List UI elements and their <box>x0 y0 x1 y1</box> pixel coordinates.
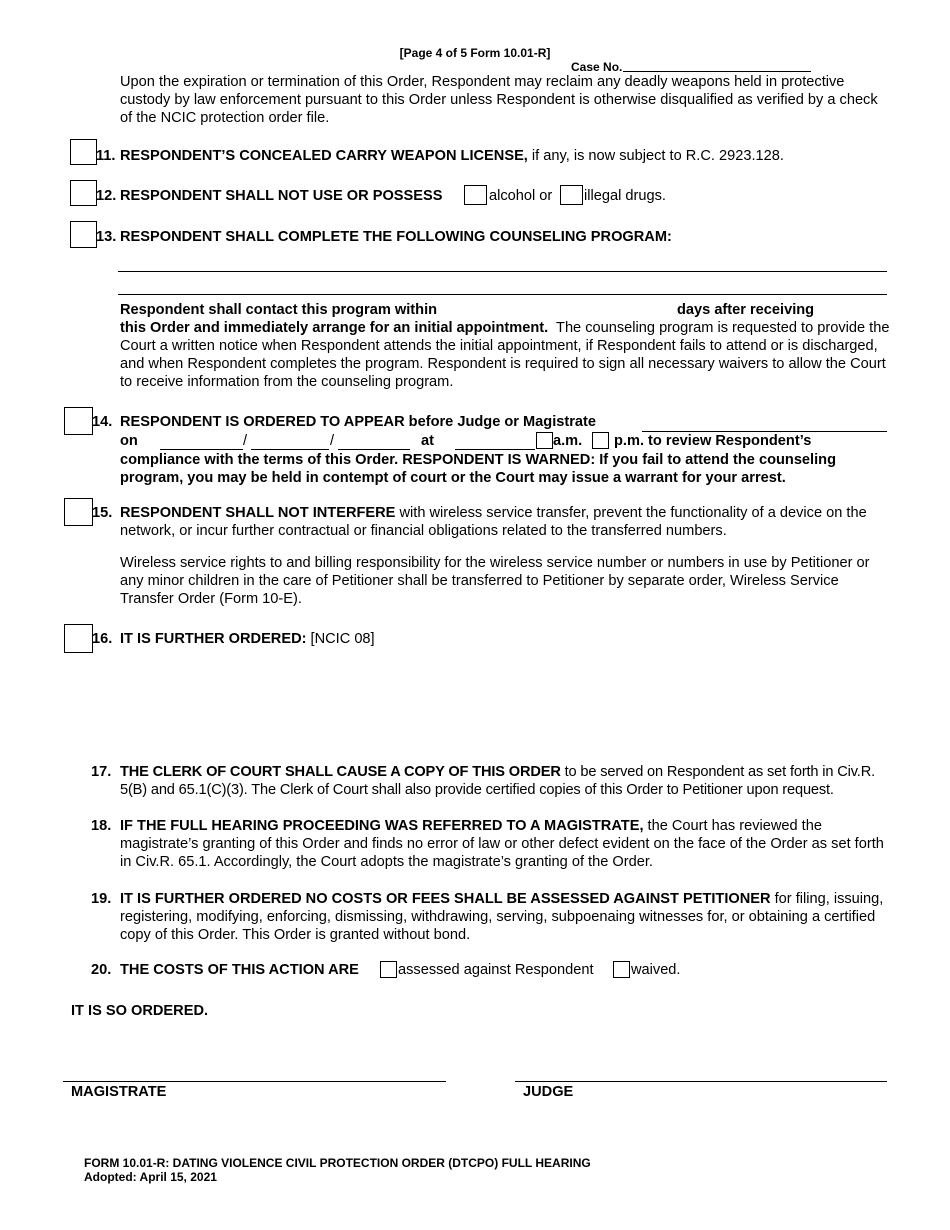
item15-body: with wireless service transfer, prevent the functionality of a device on the network, or incur further contractual or financial obligations related to the transferred numbers. <box>120 505 867 539</box>
assessed-respondent-checkbox[interactable] <box>380 961 397 978</box>
item18-number: 18. <box>91 818 112 834</box>
item13-number: 13. <box>96 229 117 245</box>
year-field[interactable] <box>338 449 410 450</box>
am-label: a.m. <box>553 433 583 449</box>
counseling-body: The counseling program is requested to provide the Court a written notice when Respondent attends the initial appointment, if Respondent fails to attend or is discharged, and when Respondent completes the program. Respondent is required to sign all necessary waivers to allow the Court to receive information from the counseling program. <box>120 320 890 390</box>
initial-appointment-text: this Order and immediately arrange for an initial appointment. <box>120 320 549 336</box>
month-field[interactable] <box>160 449 243 450</box>
item11-number: 11. <box>96 148 116 164</box>
item17-heading: THE CLERK OF COURT SHALL CAUSE A COPY OF THIS ORDER <box>120 764 561 780</box>
item19-text <box>120 890 890 944</box>
intro-paragraph: Upon the expiration or termination of this Order, Respondent may reclaim any deadly weapons held in protective custody by law enforcement pursuant to this Order unless Respondent is otherwise disqualified as verified by a check of the NCIC protection order file. <box>120 74 878 126</box>
alcohol-label: alcohol or <box>489 188 553 204</box>
illegal-drugs-checkbox[interactable] <box>560 185 583 205</box>
wireless-transfer-paragraph: Wireless service rights to and billing responsibility for the wireless service number or numbers in use by Petitioner or any minor children in the care of Petitioner shall be transferred to Petitioner by separate order, Wireless Service Transfer Order (Form 10-E). <box>120 555 870 607</box>
item16-number: 16. <box>92 631 113 647</box>
item14-heading: RESPONDENT IS ORDERED TO APPEAR before Judge or Magistrate <box>120 414 596 430</box>
item11-checkbox[interactable] <box>70 139 97 165</box>
date-slash-1: / <box>243 433 248 449</box>
on-label: on <box>120 433 138 449</box>
counseling-paragraph <box>120 319 890 391</box>
item18-heading: IF THE FULL HEARING PROCEEDING WAS REFERRED TO A MAGISTRATE, <box>120 818 644 834</box>
at-label: at <box>421 433 434 449</box>
item15-heading: RESPONDENT SHALL NOT INTERFERE <box>120 505 396 521</box>
waived-checkbox[interactable] <box>613 961 630 978</box>
item11-heading: RESPONDENT’S CONCEALED CARRY WEAPON LICENSE, <box>120 148 528 164</box>
item11-text <box>120 147 784 165</box>
magistrate-label: MAGISTRATE <box>71 1084 167 1100</box>
waived-label: waived. <box>631 962 681 978</box>
item14-number: 14. <box>92 414 113 430</box>
footer-form-title: FORM 10.01-R: DATING VIOLENCE CIVIL PROTECTION ORDER (DTCPO) FULL HEARING <box>84 1156 591 1170</box>
further-orders-area[interactable] <box>120 655 887 750</box>
item18-body: the Court has reviewed the magistrate’s granting of this Order and finds no error of law or other defect evident on the face of the Order as set forth in Civ.R. 65.1. Accordingly, the Court adopts the magistrate’s granting of the Order. <box>120 818 884 870</box>
days-after-label: days after receiving <box>677 302 815 318</box>
illegal-drugs-label: illegal drugs. <box>584 188 666 204</box>
item17-number: 17. <box>91 764 112 780</box>
item12-heading: RESPONDENT SHALL NOT USE OR POSSESS <box>120 188 443 204</box>
item16-checkbox[interactable] <box>64 624 93 653</box>
counseling-program-line-1[interactable] <box>118 271 887 272</box>
so-ordered: IT IS SO ORDERED. <box>71 1003 209 1019</box>
item11-body: if any, is now subject to R.C. 2923.128. <box>527 148 784 164</box>
case-number-label: Case No. <box>571 60 623 74</box>
item20-number: 20. <box>91 962 112 978</box>
item15-number: 15. <box>92 505 113 521</box>
item19-body: for filing, issuing, registering, modifying, enforcing, dismissing, withdrawing, serving, subpoenaing witnesses for, or obtaining a certified copy of this Order. This Order is granted without bond. <box>120 891 884 943</box>
item14-warning: compliance with the terms of this Order. RESPONDENT IS WARNED: If you fail to attend the counseling program, you may be held in contempt of court or the Court may issue a warrant for your arrest. <box>120 452 836 486</box>
item15-text <box>120 504 890 540</box>
magistrate-signature-line[interactable] <box>63 1081 446 1082</box>
day-field[interactable] <box>251 449 329 450</box>
item16-text <box>120 630 375 648</box>
item12-checkbox[interactable] <box>70 180 97 206</box>
counseling-program-line-2[interactable] <box>118 294 887 295</box>
page-header: [Page 4 of 5 Form 10.01-R] <box>399 46 551 60</box>
item16-body: [NCIC 08] <box>306 631 375 647</box>
item15-checkbox[interactable] <box>64 498 93 526</box>
item14-checkbox[interactable] <box>64 407 93 435</box>
judge-signature-line[interactable] <box>515 1081 887 1082</box>
am-checkbox[interactable] <box>536 432 553 449</box>
judge-label: JUDGE <box>523 1084 574 1100</box>
footer-adopted: Adopted: April 15, 2021 <box>84 1170 217 1184</box>
alcohol-checkbox[interactable] <box>464 185 487 205</box>
item12-number: 12. <box>96 188 117 204</box>
pm-checkbox[interactable] <box>592 432 609 449</box>
time-field[interactable] <box>455 449 535 450</box>
contact-within-label: Respondent shall contact this program within <box>120 302 438 318</box>
item13-checkbox[interactable] <box>70 221 97 248</box>
item13-heading: RESPONDENT SHALL COMPLETE THE FOLLOWING COUNSELING PROGRAM: <box>120 229 672 245</box>
case-number-field[interactable] <box>623 71 811 72</box>
item20-heading: THE COSTS OF THIS ACTION ARE <box>120 962 359 978</box>
item19-heading: IT IS FURTHER ORDERED NO COSTS OR FEES SHALL BE ASSESSED AGAINST PETITIONER <box>120 891 771 907</box>
item18-text <box>120 817 890 871</box>
pm-label: p.m. to review Respondent’s <box>614 433 812 449</box>
assessed-respondent-label: assessed against Respondent <box>398 962 594 978</box>
item17-body: to be served on Respondent as set forth in Civ.R. 5(B) and 65.1(C)(3). The Clerk of Court shall also provide certified copies of this Order to Petitioner upon request. <box>120 764 876 798</box>
item19-number: 19. <box>91 891 112 907</box>
item16-heading: IT IS FURTHER ORDERED: <box>120 631 307 647</box>
item17-text <box>120 763 892 799</box>
date-slash-2: / <box>330 433 335 449</box>
